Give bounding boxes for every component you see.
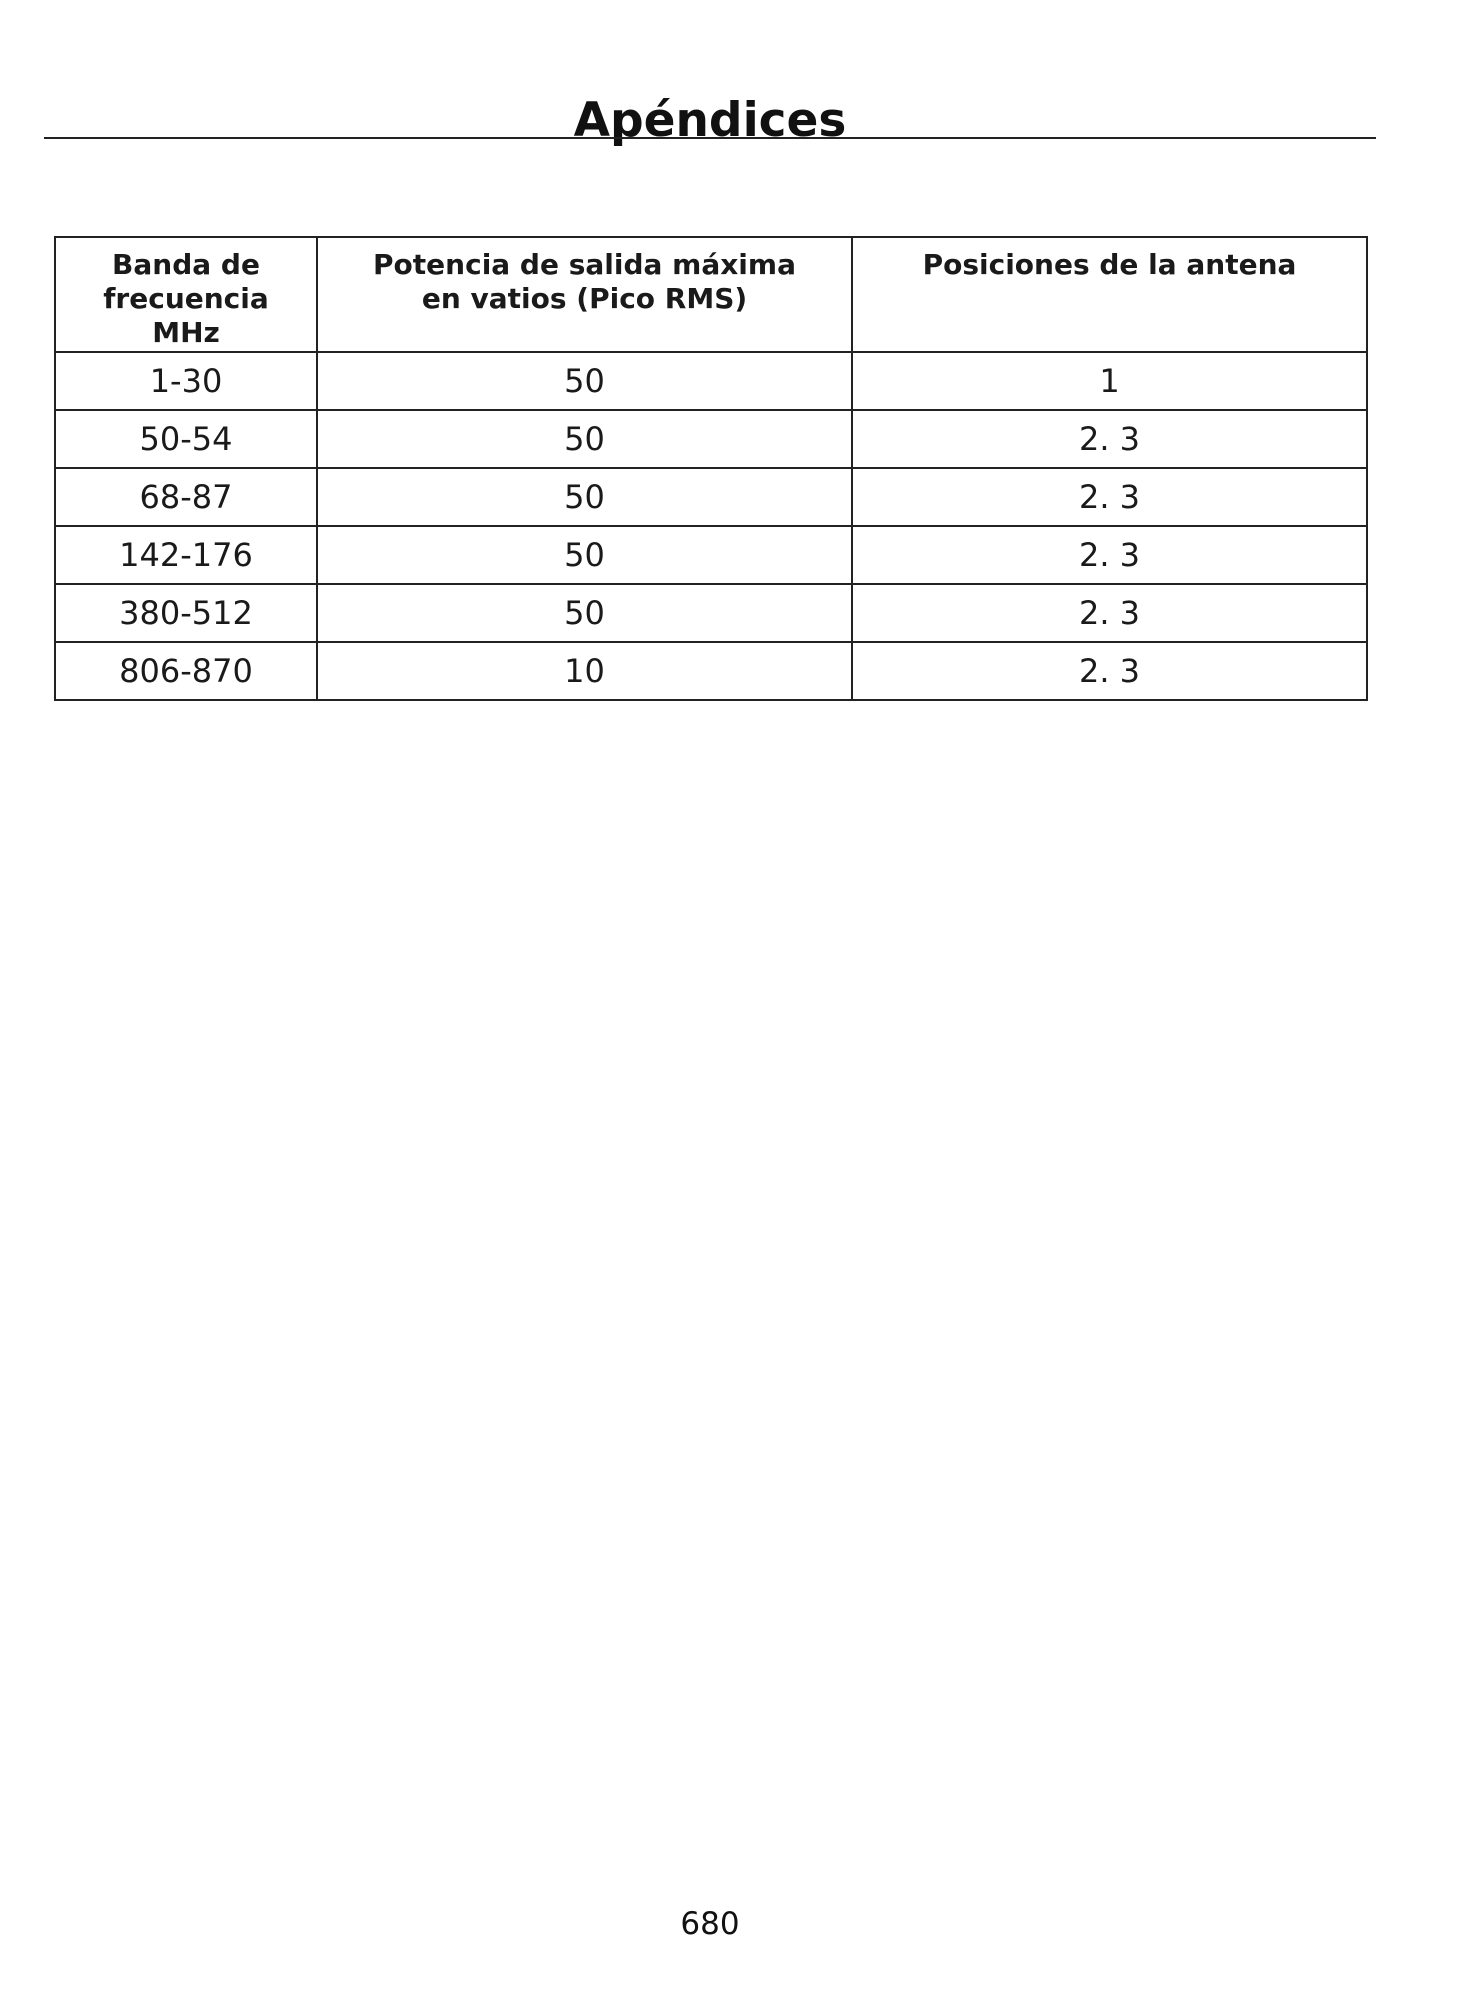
column-header-frequency-band: Banda de frecuencia MHz [55,237,317,352]
table-row [55,584,1367,642]
column-header-max-output-power: Potencia de salida máxima en vatios (Pico RMS) [317,237,852,352]
frequency-band-cell: 50-54 [55,410,317,468]
frequency-power-table [54,236,1368,701]
antenna-positions-cell: 2. 3 [852,526,1367,584]
table-row [55,410,1367,468]
table-row [55,526,1367,584]
max-output-power-cell: 50 [317,584,852,642]
column-header-antenna-positions: Posiciones de la antena [852,237,1367,352]
antenna-positions-cell: 2. 3 [852,468,1367,526]
frequency-band-cell: 806-870 [55,642,317,700]
max-output-power-cell: 10 [317,642,852,700]
antenna-positions-cell: 2. 3 [852,584,1367,642]
max-output-power-cell: 50 [317,352,852,410]
antenna-positions-cell: 2. 3 [852,642,1367,700]
frequency-band-cell: 142-176 [55,526,317,584]
table-row [55,642,1367,700]
frequency-band-cell: 380-512 [55,584,317,642]
frequency-band-cell: 68-87 [55,468,317,526]
table-header-row [55,237,1367,352]
title-divider [44,137,1376,139]
page-title: Apéndices [573,93,847,149]
max-output-power-cell: 50 [317,410,852,468]
page-number: 680 [680,1906,740,1942]
antenna-positions-cell: 1 [852,352,1367,410]
antenna-positions-cell: 2. 3 [852,410,1367,468]
max-output-power-cell: 50 [317,468,852,526]
frequency-band-cell: 1-30 [55,352,317,410]
table-row [55,352,1367,410]
table-row [55,468,1367,526]
max-output-power-cell: 50 [317,526,852,584]
